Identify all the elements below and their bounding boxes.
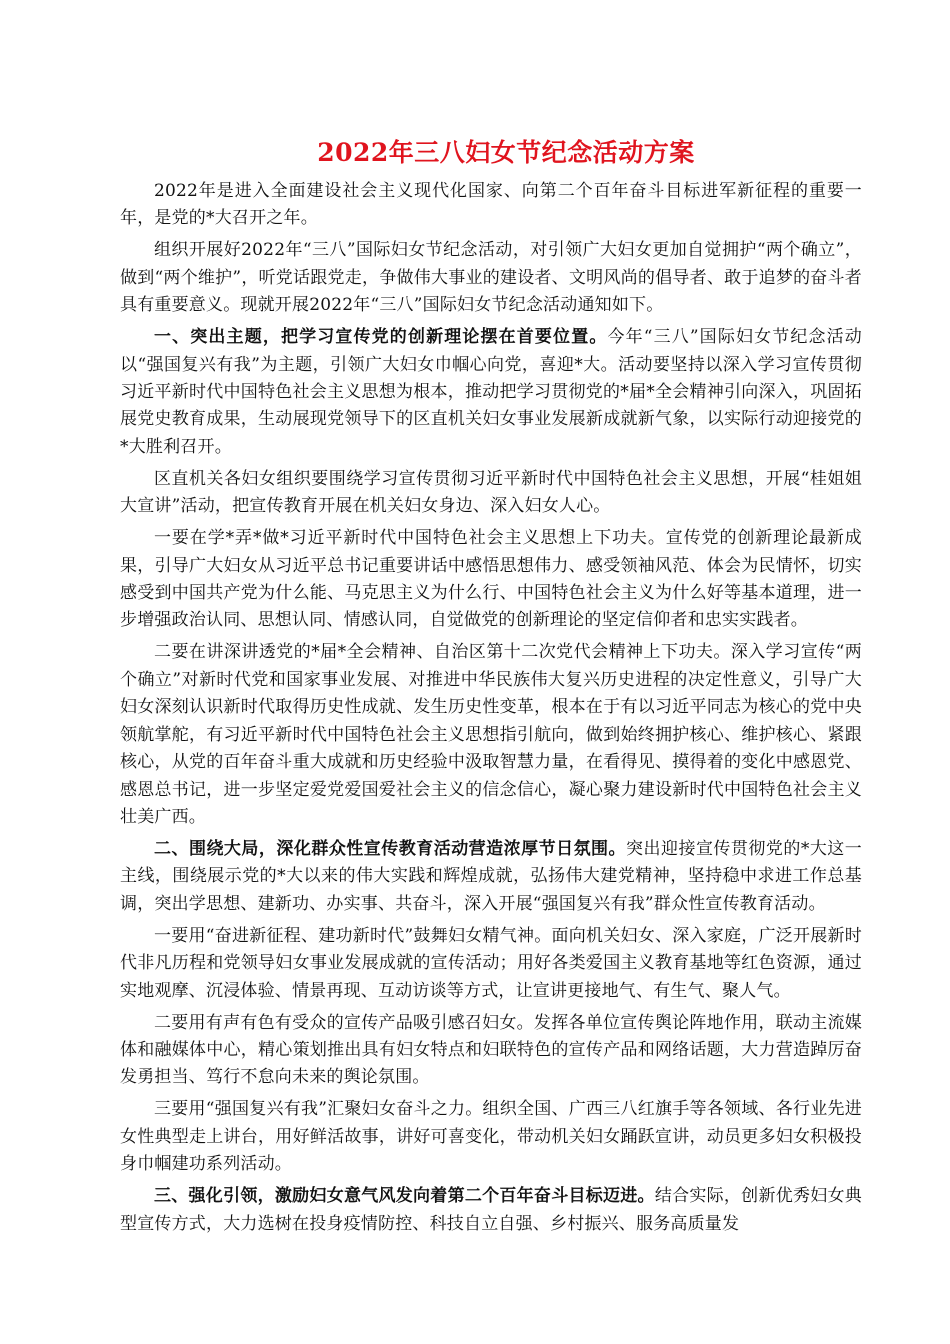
section-paragraph [120, 1183, 862, 1238]
paragraph-text: 结合实际，创新优秀妇女典型宣传方式，大力选树在投身疫情防控、科技自立自强、乡村振兴、服务高质量发 [120, 1186, 862, 1234]
paragraph-text: 一要用“奋进新征程、建功新时代”鼓舞妇女精气神。面向机关妇女、深入家庭，广泛开展新时代非凡历程和党领导妇女事业发展成就的宣传活动；用好各类爱国主义教育基地等红色资源，通过实地观摩、沉浸体验、情景再现、互动访谈等方式，让宣讲更接地气、有生气、聚人气。 [120, 925, 862, 1001]
paragraph [120, 1010, 862, 1092]
paragraph [120, 237, 862, 319]
paragraph-text: 突出迎接宣传贯彻党的*大这一主线，围绕展示党的*大以来的伟大实践和辉煌成就，弘扬伟大建党精神，坚持稳中求进工作总基调，突出学思想、建新功、办实事、共奋斗，深入开展“强国复兴有我”群众性宣传教育活动。 [120, 838, 862, 914]
document-title: 2022年三八妇女节纪念活动方案 [317, 138, 695, 167]
paragraph-text: 今年“三八”国际妇女节纪念活动以“强国复兴有我”为主题，引领广大妇女巾帼心向党，喜迎*大。活动要坚持以深入学习宣传贯彻习近平新时代中国特色社会主义思想为根本，推动把学习贯彻党的*届*全会精神引向深入，巩固拓展党史教育成果，生动展现党领导下的区直机关妇女事业发展新成就新气象，以实际行动迎接党的*大胜利召开。 [120, 327, 862, 457]
paragraph-text: 组织开展好2022年“三八”国际妇女节纪念活动，对引领广大妇女更加自觉拥护“两个确立”，做到“两个维护”，听党话跟党走，争做伟大事业的建设者、文明风尚的倡导者、敢于追梦的奋斗者具有重要意义。现就开展2022年“三八”国际妇女节纪念活动通知如下。 [120, 240, 862, 316]
paragraph [120, 923, 862, 1005]
section-heading: 二、围绕大局，深化群众性宣传教育活动营造浓厚节日氛围。 [154, 838, 627, 859]
section-heading: 一、突出主题，把学习宣传党的创新理论摆在首要位置。 [154, 327, 608, 348]
paragraph-text: 一要在学*弄*做*习近平新时代中国特色社会主义思想上下功夫。宣传党的创新理论最新成果，引导广大妇女从习近平总书记重要讲话中感悟思想伟力、感受领袖风范、体会为民情怀，切实感受到中国共产党为什么能、马克思主义为什么行、中国特色社会主义为什么好等基本道理，进一步增强政治认同、思想认同、情感认同，自觉做党的创新理论的坚定信仰者和忠实实践者。 [120, 528, 862, 631]
paragraph [120, 639, 862, 831]
paragraph-text: 区直机关各妇女组织要围绕学习宣传贯彻习近平新时代中国特色社会主义思想，开展“桂姐姐大宣讲”活动，把宣传教育开展在机关妇女身边、深入妇女人心。 [120, 468, 862, 517]
paragraph-text: 二要用有声有色有受众的宣传产品吸引感召妇女。发挥各单位宣传舆论阵地作用，联动主流媒体和融媒体中心，精心策划推出具有妇女特点和妇联特色的宣传产品和网络话题，大力营造踔厉奋发勇担当、笃行不怠向未来的舆论氛围。 [120, 1012, 862, 1088]
paragraph-text: 二要在讲深讲透党的*届*全会精神、自治区第十二次党代会精神上下功夫。深入学习宣传“两个确立”对新时代党和国家事业发展、对推进中华民族伟大复兴历史进程的决定性意义，引导广大妇女深刻认识新时代取得历史性成就、发生历史性变革，根本在于有以习近平同志为核心的党中央领航掌舵，有习近平新时代中国特色社会主义思想指引航向，做到始终拥护核心、维护核心、紧跟核心，从党的百年奋斗重大成就和历史经验中汲取智慧力量，在看得见、摸得着的变化中感恩党、感恩总书记，进一步坚定爱党爱国爱社会主义的信念信心，凝心聚力建设新时代中国特色社会主义壮美广西。 [120, 642, 862, 827]
paragraph [120, 466, 862, 521]
paragraph-text: 2022年是进入全面建设社会主义现代化国家、向第二个百年奋斗目标进军新征程的重要一年，是党的*大召开之年。 [120, 181, 862, 229]
section-heading: 三、强化引领，激励妇女意气风发向着第二个百年奋斗目标迈进。 [154, 1186, 655, 1207]
section-paragraph [120, 836, 862, 918]
paragraph [120, 1096, 862, 1178]
section-paragraph [120, 324, 862, 461]
paragraph [120, 178, 862, 233]
paragraph-text: 三要用“强国复兴有我”汇聚妇女奋斗之力。组织全国、广西三八红旗手等各领域、各行业先进女性典型走上讲台，用好鲜活故事，讲好可喜变化，带动机关妇女踊跃宣讲，动员更多妇女积极投身巾帼建功系列活动。 [120, 1099, 862, 1175]
paragraph [120, 525, 862, 635]
